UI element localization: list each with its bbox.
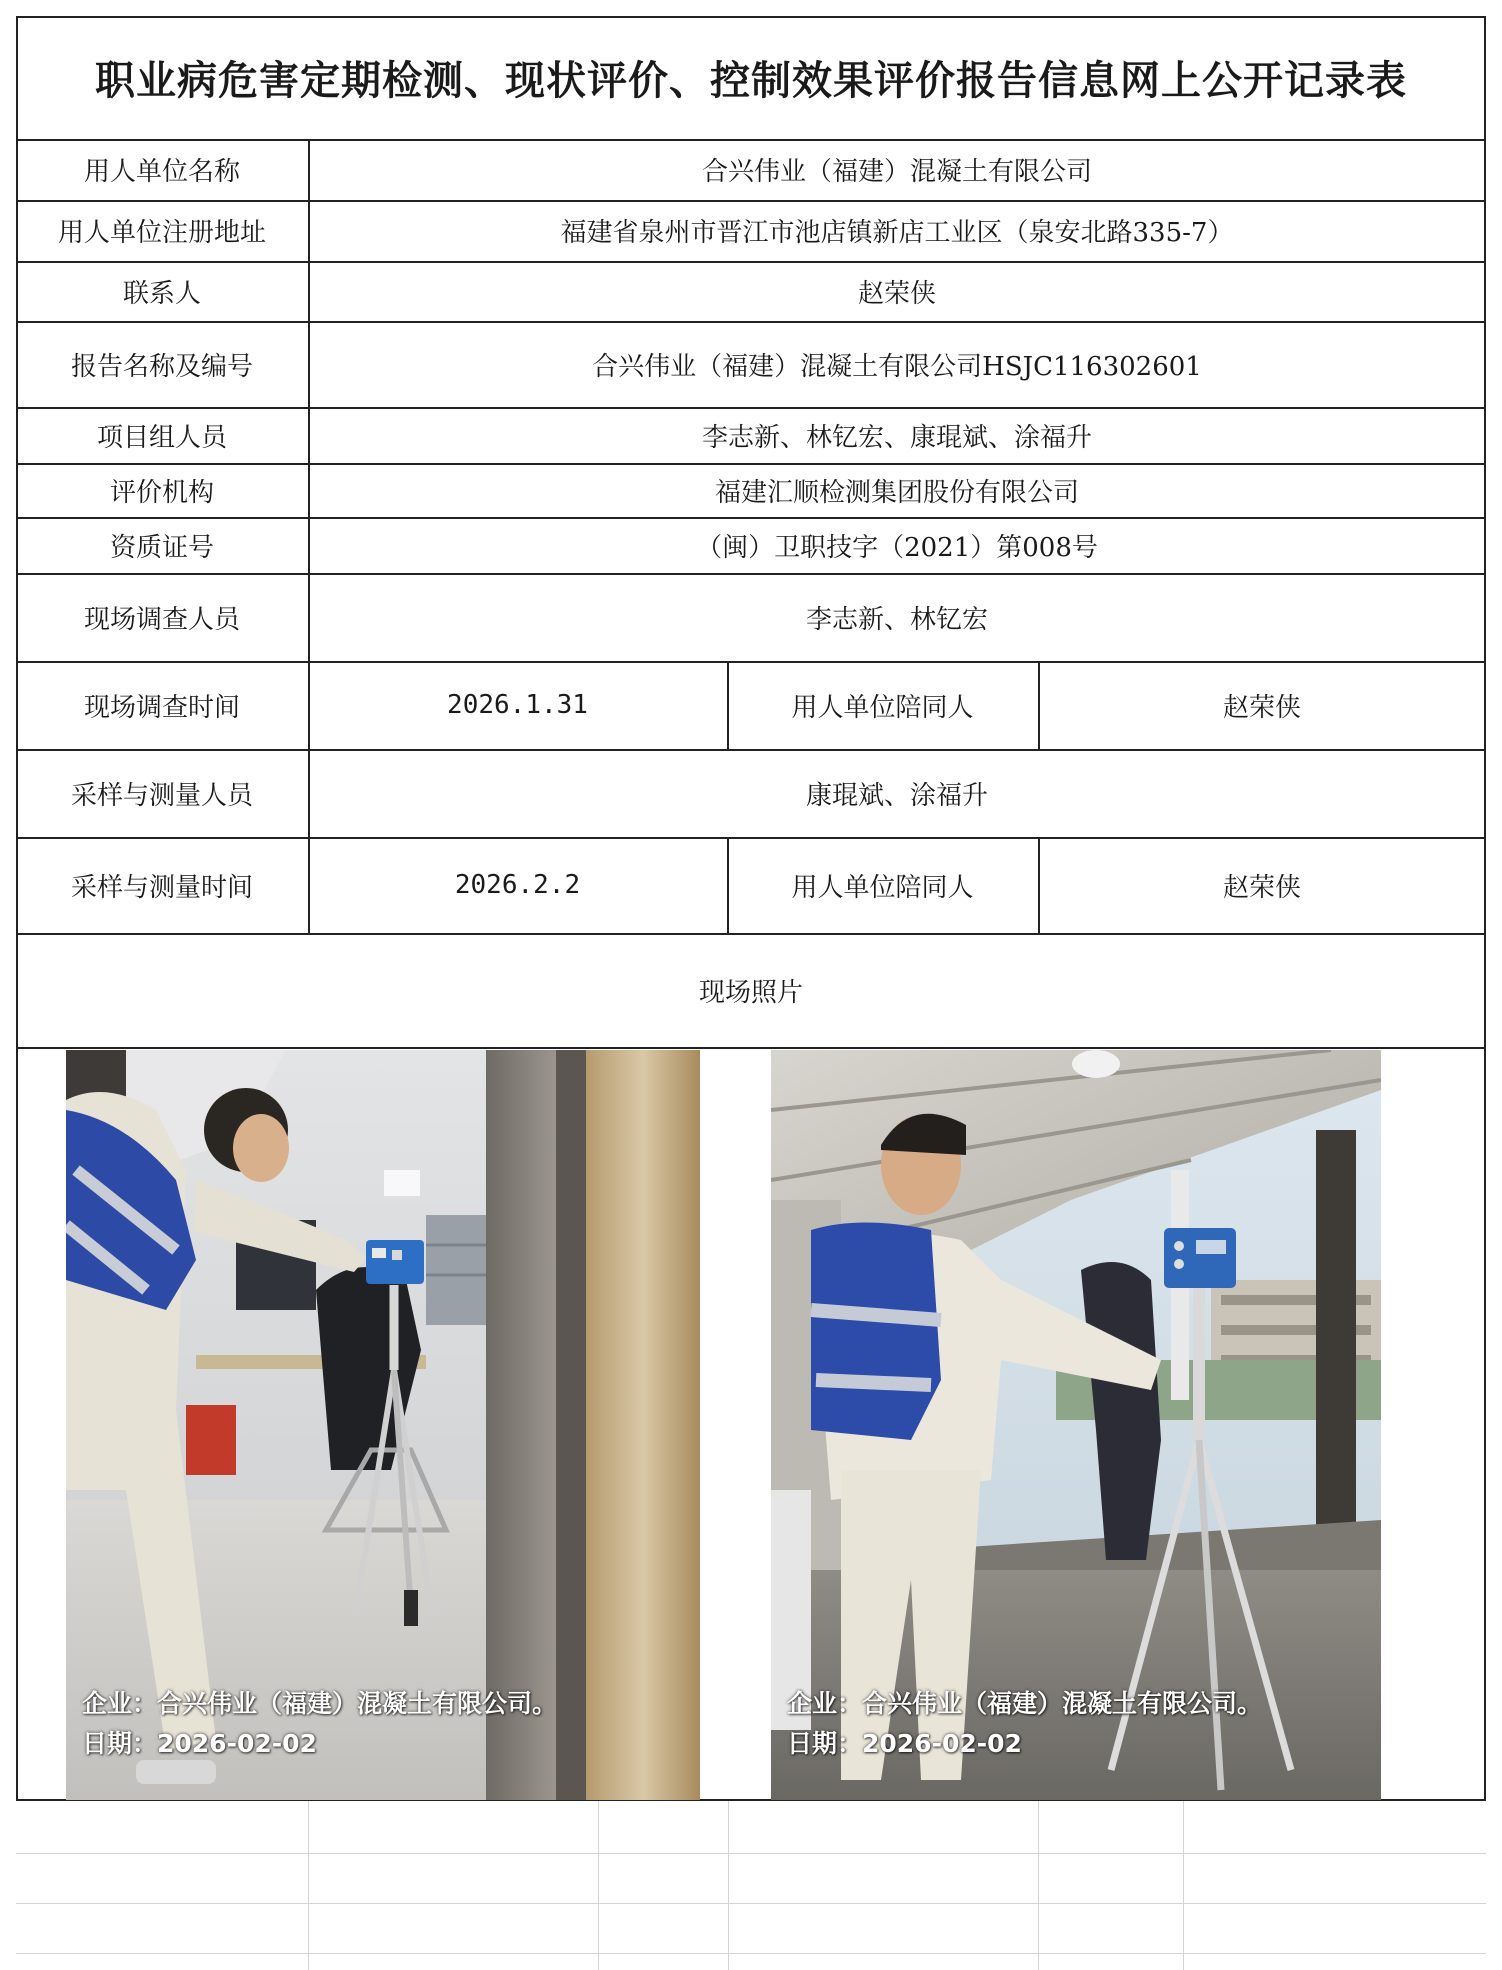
- employer-address-value: 福建省泉州市晋江市池店镇新店工业区（泉安北路335-7）: [560, 218, 1234, 248]
- site-photo-1: [66, 1050, 700, 1800]
- contact-value: 赵荣侠: [857, 278, 936, 309]
- survey-staff-value: 李志新、林钇宏: [805, 604, 988, 635]
- survey-time-label: 现场调查时间: [83, 692, 240, 723]
- employer-name-label: 用人单位名称: [83, 157, 240, 187]
- sampling-escort-label: 用人单位陪同人: [791, 872, 974, 903]
- employer-name-value: 合兴伟业（福建）混凝土有限公司: [701, 157, 1092, 187]
- photo-2-company: 企业：合兴伟业（福建）混凝土有限公司。: [787, 1689, 1263, 1718]
- sampling-escort-value: 赵荣侠: [1222, 872, 1301, 903]
- survey-escort-label: 用人单位陪同人: [791, 692, 974, 723]
- photo-1-caption: [82, 1684, 557, 1764]
- photo-1-company: 企业：合兴伟业（福建）混凝土有限公司。: [82, 1689, 558, 1718]
- employer-address-label: 用人单位注册地址: [57, 218, 266, 248]
- agency-label: 评价机构: [109, 477, 214, 508]
- site-photo-2: [771, 1050, 1381, 1800]
- team-value: 李志新、林钇宏、康琨斌、涂福升: [701, 422, 1092, 453]
- photo-1-date: 日期：2026-02-02: [82, 1729, 317, 1758]
- site-photos-label: 现场照片: [698, 977, 803, 1008]
- survey-escort-value: 赵荣侠: [1222, 692, 1301, 723]
- sampling-time-value: 2026.2.2: [454, 870, 581, 900]
- report-value: 合兴伟业（福建）混凝土有限公司HSJC116302601: [592, 351, 1202, 382]
- contact-label: 联系人: [122, 278, 201, 309]
- sampling-time-label: 采样与测量时间: [70, 872, 253, 903]
- team-label: 项目组人员: [96, 422, 227, 453]
- photo-2-caption: [787, 1684, 1262, 1764]
- report-label: 报告名称及编号: [70, 351, 253, 382]
- survey-time-value: 2026.1.31: [447, 690, 588, 720]
- sampling-staff-label: 采样与测量人员: [70, 780, 253, 811]
- photo-2-date: 日期：2026-02-02: [787, 1729, 1022, 1758]
- page-title: 职业病危害定期检测、现状评价、控制效果评价报告信息网上公开记录表: [95, 57, 1407, 104]
- qualification-label: 资质证号: [109, 532, 214, 563]
- agency-value: 福建汇顺检测集团股份有限公司: [714, 477, 1079, 508]
- sampling-staff-value: 康琨斌、涂福升: [805, 780, 988, 811]
- survey-staff-label: 现场调查人员: [83, 604, 240, 635]
- qualification-value: （闽）卫职技字（2021）第008号: [696, 532, 1098, 563]
